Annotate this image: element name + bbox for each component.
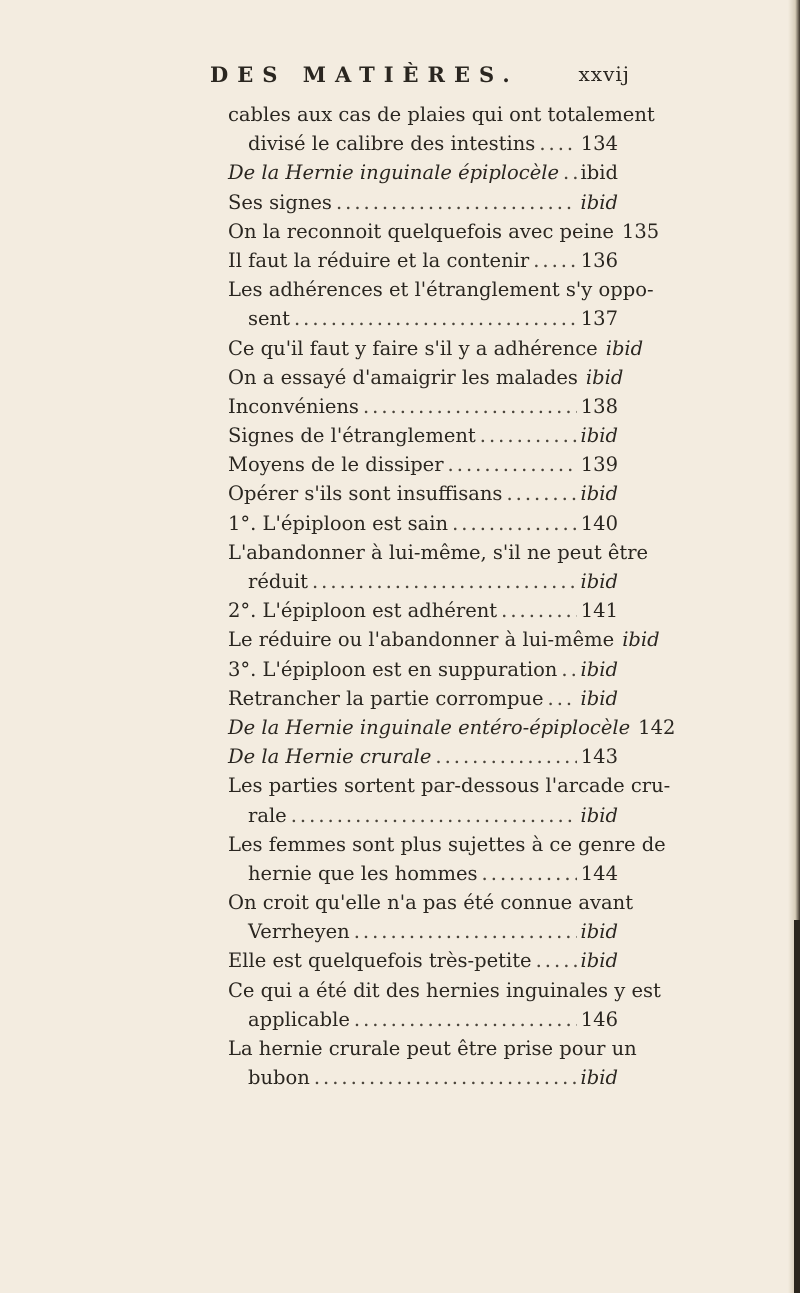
toc-entry-text: Il faut la réduire et la contenir bbox=[228, 248, 530, 272]
toc-page-number: ibid bbox=[580, 657, 618, 681]
toc-entry-text: cables aux cas de plaies qui ont totalement bbox=[228, 103, 655, 126]
toc-entry bbox=[228, 304, 618, 333]
toc-entry bbox=[228, 596, 618, 625]
dot-leader bbox=[480, 421, 577, 450]
toc-entry bbox=[228, 392, 618, 421]
toc-entry-text: Inconvéniens bbox=[228, 394, 359, 418]
toc-entry bbox=[228, 859, 618, 888]
toc-entry-text: Elle est quelquefois très-petite bbox=[228, 949, 532, 973]
dot-leader bbox=[482, 859, 577, 888]
toc-entry-text: 3°. L'épiploon est en suppuration bbox=[228, 657, 558, 681]
toc-page-number: ibid bbox=[580, 1066, 618, 1090]
dot-leader bbox=[506, 479, 576, 508]
toc-entry-text: La hernie crurale peut être prise pour un bbox=[228, 1037, 637, 1060]
toc-entry-text: bubon bbox=[248, 1066, 310, 1090]
toc-entry-text: Retrancher la partie corrompue bbox=[228, 686, 544, 710]
toc-page-number: 146 bbox=[580, 1007, 618, 1031]
toc-entry bbox=[228, 246, 618, 275]
toc-page-number: 138 bbox=[580, 394, 618, 418]
dot-leader bbox=[291, 801, 577, 830]
toc-page-number: ibid bbox=[580, 920, 618, 944]
page-folio: xxvij bbox=[578, 62, 630, 86]
toc-entry-text: hernie que les hommes bbox=[248, 861, 478, 885]
toc-entry-text: rale bbox=[248, 803, 287, 827]
toc-entry bbox=[228, 479, 618, 508]
toc-entry-text: Moyens de le dissiper bbox=[228, 453, 444, 477]
toc-entry-text: Les adhérences et l'étranglement s'y oppo- bbox=[228, 278, 654, 302]
running-header bbox=[210, 62, 630, 87]
dot-leader bbox=[336, 188, 577, 217]
toc-page-number: ibid bbox=[580, 424, 618, 448]
toc-page-number: 143 bbox=[580, 745, 618, 769]
toc-entry bbox=[228, 1005, 618, 1034]
toc-entry bbox=[228, 801, 618, 830]
toc-page-number: 141 bbox=[580, 599, 618, 623]
toc-entry-text: On croit qu'elle n'a pas été connue avant bbox=[228, 891, 634, 915]
toc-entry-text: 1°. L'épiploon est sain bbox=[228, 511, 449, 535]
toc-entry bbox=[228, 100, 655, 129]
toc-page-number: 140 bbox=[580, 511, 618, 535]
toc-entry-text: De la Hernie inguinale épiplocèle bbox=[228, 161, 560, 185]
toc-entry bbox=[228, 275, 654, 304]
toc-page-number: 137 bbox=[580, 307, 618, 331]
toc-entry bbox=[228, 450, 618, 479]
toc-entry-text: divisé le calibre des intestins bbox=[248, 132, 536, 156]
toc-entry bbox=[228, 976, 661, 1005]
toc-entry bbox=[228, 888, 634, 917]
toc-entry-text: L'abandonner à lui-même, s'il ne peut être bbox=[228, 540, 649, 564]
toc-entry-text: Le réduire ou l'abandonner à lui-même bbox=[228, 628, 615, 652]
toc-entry bbox=[228, 217, 660, 246]
toc-entry-text: applicable bbox=[248, 1007, 350, 1031]
toc-entry bbox=[228, 158, 618, 187]
toc-entry bbox=[228, 946, 618, 975]
toc-page-number: ibid bbox=[585, 365, 624, 389]
dot-leader bbox=[448, 450, 577, 479]
dot-leader bbox=[536, 946, 577, 975]
toc-entry-text: Ce qu'il faut y faire s'il y a adhérence bbox=[228, 336, 598, 360]
toc-entry-text: De la Hernie crurale bbox=[228, 745, 432, 769]
toc-page-number: 144 bbox=[580, 861, 618, 885]
toc-entry bbox=[228, 830, 666, 859]
toc-entry-text: Les parties sortent par-dessous l'arcade cru- bbox=[228, 774, 671, 798]
toc-entry bbox=[228, 742, 618, 771]
toc-entry bbox=[228, 129, 618, 158]
toc-entry-text: Verrheyen bbox=[248, 920, 350, 944]
toc-page-number: 135 bbox=[621, 219, 660, 243]
toc-entry bbox=[228, 538, 649, 567]
toc-entry-text: 2°. L'épiploon est adhérent bbox=[228, 599, 498, 623]
toc-entry bbox=[228, 421, 618, 450]
toc-entry-text: Signes de l'étranglement bbox=[228, 424, 476, 448]
dot-leader bbox=[363, 392, 577, 421]
toc-entry bbox=[228, 567, 618, 596]
toc-entry bbox=[228, 625, 660, 654]
dot-leader bbox=[539, 129, 576, 158]
toc-page-number: ibid bbox=[580, 190, 618, 214]
toc-page-number: ibid bbox=[580, 482, 618, 506]
toc-entry bbox=[228, 1034, 637, 1063]
toc-entry bbox=[228, 363, 624, 392]
toc-entry-text: Les femmes sont plus sujettes à ce genre de bbox=[228, 832, 666, 856]
toc-entry-text: sent bbox=[248, 307, 290, 331]
toc-entry-text: On la reconnoit quelquefois avec peine bbox=[228, 219, 614, 243]
header-title: DES MATIÈRES. bbox=[210, 62, 519, 87]
dot-leader bbox=[314, 1063, 577, 1092]
dot-leader bbox=[354, 917, 577, 946]
dot-leader bbox=[452, 509, 577, 538]
toc-entry bbox=[228, 713, 676, 742]
toc-page-number: ibid bbox=[622, 628, 660, 652]
toc-entry bbox=[228, 917, 618, 946]
toc-entry bbox=[228, 334, 644, 363]
toc-page-number: ibid bbox=[580, 803, 618, 827]
toc-page-number: 142 bbox=[638, 715, 676, 739]
toc-entry-text: On a essayé d'amaigrir les malades bbox=[228, 365, 578, 389]
toc-page-number: 136 bbox=[580, 248, 618, 272]
toc-entry bbox=[228, 509, 618, 538]
page-edge-shadow bbox=[794, 920, 800, 1293]
toc-entry bbox=[228, 655, 618, 684]
toc-entry-text: Ce qui a été dit des hernies inguinales y est bbox=[228, 978, 661, 1002]
toc-page-number: ibid bbox=[580, 161, 618, 185]
toc-entry bbox=[228, 684, 618, 713]
toc-page-number: ibid bbox=[605, 336, 644, 360]
toc-page-number: 139 bbox=[580, 453, 618, 477]
dot-leader bbox=[561, 655, 576, 684]
dot-leader bbox=[533, 246, 577, 275]
dot-leader bbox=[354, 1005, 577, 1034]
toc-entry bbox=[228, 771, 671, 800]
toc-page-number: ibid bbox=[580, 949, 618, 973]
dot-leader bbox=[501, 596, 577, 625]
toc-entry-text: De la Hernie inguinale entéro-épiplocèle bbox=[228, 715, 631, 739]
dot-leader bbox=[435, 742, 576, 771]
dot-leader bbox=[294, 304, 577, 333]
toc-entry-text: Opérer s'ils sont insuffisans bbox=[228, 482, 503, 506]
toc-page-number: 134 bbox=[580, 132, 618, 156]
toc-entry-text: réduit bbox=[248, 570, 308, 593]
toc-entry bbox=[228, 1063, 618, 1092]
dot-leader bbox=[312, 567, 577, 596]
toc-entry-text: Ses signes bbox=[228, 190, 332, 214]
toc-page-number: ibid bbox=[580, 570, 618, 593]
dot-leader bbox=[563, 158, 577, 187]
toc-entry bbox=[228, 188, 618, 217]
table-of-contents bbox=[228, 100, 676, 1092]
toc-page-number: ibid bbox=[580, 686, 618, 710]
dot-leader bbox=[548, 684, 577, 713]
